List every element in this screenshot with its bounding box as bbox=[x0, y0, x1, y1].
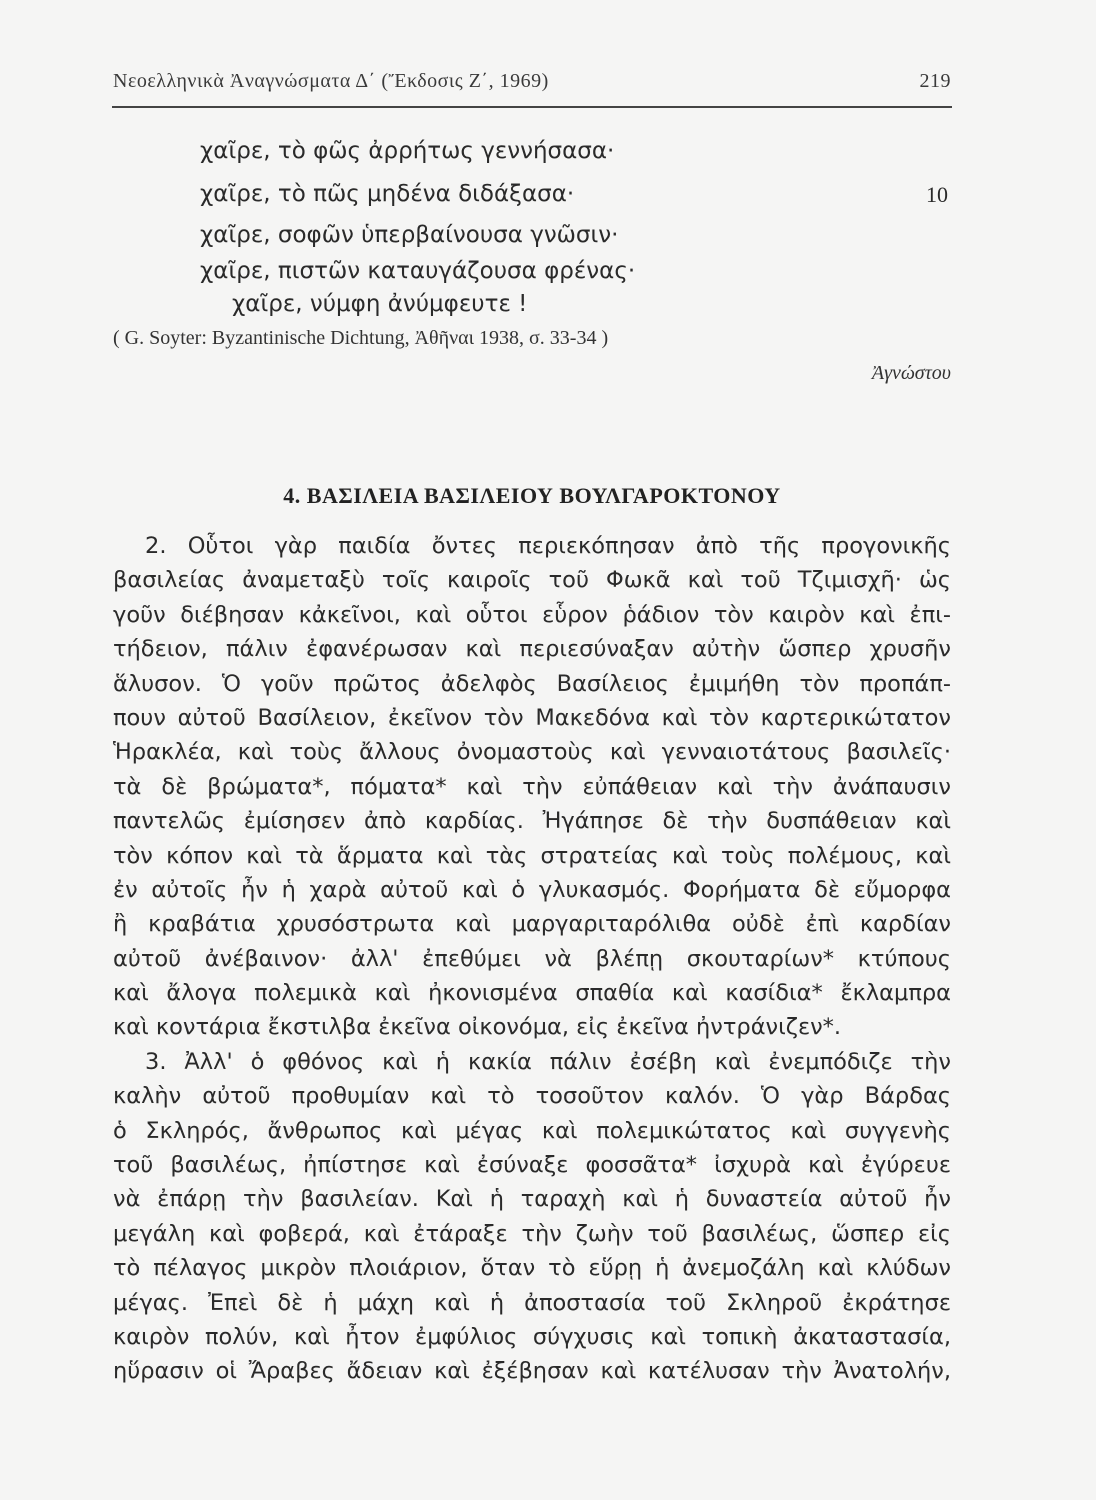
poem-line: χαῖρε, τὸ φῶς ἀρρήτως γεννήσασα· bbox=[200, 138, 615, 164]
prose-line: ἢ κραβάτια χρυσόστρωτα καὶ μαργαριταρόλιθα οὐδὲ ἐπὶ καρδίαν bbox=[113, 911, 951, 938]
prose-line: τὰ δὲ βρώματα*, πόματα* καὶ τὴν εὐπάθειαν καὶ τὴν ἀνάπαυσιν bbox=[113, 773, 951, 800]
prose-line: καὶ κοντάρια ἔκστιλβα ἐκεῖνα οἰκονόμα, εἰς ἐκεῖνα ἠντράνιζεν*. bbox=[113, 1014, 842, 1041]
prose-line: πουν αὐτοῦ Βασίλειον, ἐκεῖνον τὸν Μακεδόνα καὶ τὸν καρτερικώτατον bbox=[113, 704, 951, 731]
prose-line: τήδειον, πάλιν ἐφανέρωσαν καὶ περιεσύναξαν αὐτὴν ὥσπερ χρυσῆν bbox=[113, 636, 951, 663]
prose-line: 3. Ἀλλ' ὁ φθόνος καὶ ἡ κακία πάλιν ἐσέβη καὶ ἐνεμπόδιζε τὴν bbox=[145, 1048, 951, 1075]
prose-line: ἐν αὐτοῖς ἦν ἡ χαρὰ αὐτοῦ καὶ ὁ γλυκασμός. Φορήματα δὲ εὔμορφα bbox=[113, 876, 951, 903]
prose-line: ὁ Σκληρός, ἄνθρωπος καὶ μέγας καὶ πολεμικώτατος καὶ συγγενὴς bbox=[113, 1117, 951, 1144]
prose-line: καλὴν αὐτοῦ προθυμίαν καὶ τὸ τοσοῦτον καλόν. Ὁ γὰρ Βάρδας bbox=[113, 1083, 951, 1110]
prose-line: 2. Οὗτοι γὰρ παιδία ὄντες περιεκόπησαν ἀπὸ τῆς προγονικῆς bbox=[145, 533, 951, 559]
prose-line: αὐτοῦ ἀνέβαινον· ἀλλ' ἐπεθύμει νὰ βλέπῃ σκουταρίων* κτύπους bbox=[113, 945, 951, 972]
prose-line: ηὕρασιν οἱ Ἄραβες ἄδειαν καὶ ἐξέβησαν καὶ κατέλυσαν τὴν Ἀνατολήν, bbox=[113, 1358, 951, 1385]
poem-line: χαῖρε, σοφῶν ὑπερβαίνουσα γνῶσιν· bbox=[200, 222, 619, 248]
prose-body bbox=[113, 529, 951, 1389]
poem-line: χαῖρε, πιστῶν καταυγάζουσα φρένας· bbox=[200, 258, 636, 284]
poem-line: χαῖρε, τὸ πῶς μηδένα διδάξασα· bbox=[200, 181, 575, 207]
prose-line: μέγας. Ἐπεὶ δὲ ἡ μάχη καὶ ἡ ἀποστασία τοῦ Σκληροῦ ἐκράτησε bbox=[113, 1289, 951, 1316]
prose-line: γοῦν διέβησαν κἀκεῖνοι, καὶ οὗτοι εὗρον ῥάδιον τὸν καιρὸν καὶ ἐπι- bbox=[113, 601, 951, 628]
prose-line: νὰ ἐπάρῃ τὴν βασιλείαν. Καὶ ἡ ταραχὴ καὶ ἡ δυναστεία αὐτοῦ ἦν bbox=[113, 1186, 951, 1213]
line-number: 10 bbox=[926, 182, 948, 207]
prose-line: ἅλυσον. Ὁ γοῦν πρῶτος ἀδελφὸς Βασίλειος ἐμιμήθη τὸν προπάπ- bbox=[113, 670, 951, 697]
prose-line: Ἡρακλέα, καὶ τοὺς ἄλλους ὀνομαστοὺς καὶ γενναιοτάτους βασιλεῖς· bbox=[113, 739, 951, 766]
header-rule bbox=[112, 106, 952, 108]
running-title: Νεοελληνικὰ Ἀναγνώσματα Δ΄ (Ἔκδοσις Ζ΄, 1969) bbox=[113, 70, 549, 92]
prose-line: καιρὸν πολύν, καὶ ἦτον ἐμφύλιος σύγχυσις καὶ τοπικὴ ἀκαταστασία, bbox=[113, 1323, 951, 1350]
prose-line: παντελῶς ἐμίσησεν ἀπὸ καρδίας. Ἠγάπησε δὲ τὴν δυσπάθειαν καὶ bbox=[113, 808, 951, 835]
prose-line: μεγάλη καὶ φοβερά, καὶ ἐτάραξε τὴν ζωὴν τοῦ βασιλέως, ὥσπερ εἰς bbox=[113, 1220, 951, 1247]
attribution: Ἀγνώστου bbox=[871, 362, 951, 384]
page-number: 219 bbox=[919, 70, 951, 92]
poem-line: χαῖρε, νύμφη ἀνύμφευτε ! bbox=[232, 291, 528, 317]
citation: ( G. Soyter: Byzantinische Dichtung, Ἀθῆναι 1938, σ. 33-34 ) bbox=[113, 327, 609, 349]
prose-line: καὶ ἄλογα πολεμικὰ καὶ ἠκονισμένα σπαθία καὶ κασίδια* ἔκλαμπρα bbox=[113, 980, 951, 1007]
prose-line: τοῦ βασιλέως, ἠπίστησε καὶ ἐσύναξε φοσσᾶτα* ἰσχυρὰ καὶ ἐγύρευε bbox=[113, 1152, 951, 1179]
prose-line: τὸ πέλαγος μικρὸν πλοιάριον, ὅταν τὸ εὕρῃ ἡ ἀνεμοζάλη καὶ κλύδων bbox=[113, 1255, 951, 1282]
section-heading: 4. ΒΑΣΙΛΕΙΑ ΒΑΣΙΛΕΙΟΥ ΒΟΥΛΓΑΡΟΚΤΟΝΟΥ bbox=[283, 483, 781, 508]
prose-line: βασιλείας ἀναμεταξὺ τοῖς καιροῖς τοῦ Φωκᾶ καὶ τοῦ Τζιμισχῆ· ὡς bbox=[113, 567, 951, 594]
prose-line: τὸν κόπον καὶ τὰ ἅρματα καὶ τὰς στρατείας καὶ τοὺς πολέμους, καὶ bbox=[113, 842, 951, 869]
